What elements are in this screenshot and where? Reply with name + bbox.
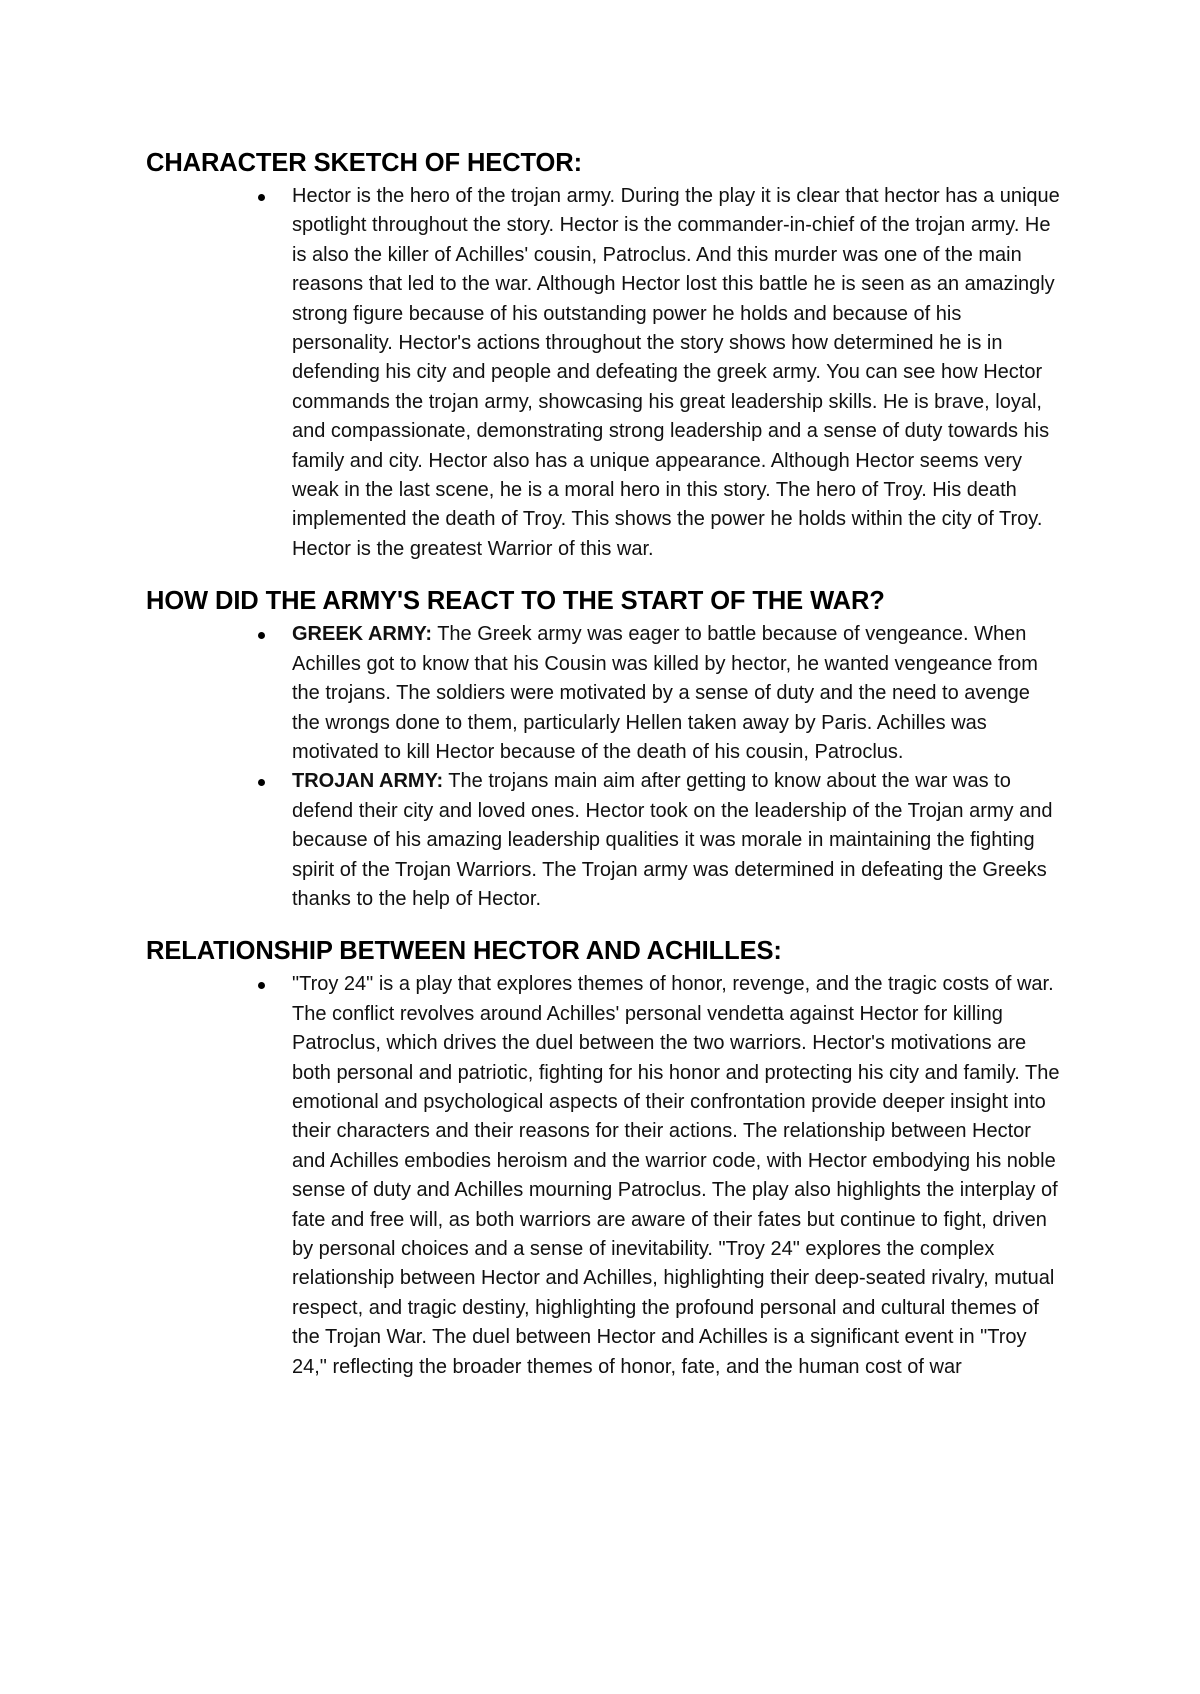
section-heading: CHARACTER SKETCH OF HECTOR: — [146, 149, 582, 177]
bullet-item — [292, 970, 1066, 1382]
bullet-text: The trojans main aim after getting to know about the war was to defend their city and loved ones. Hector took on the leadership of the Trojan army and because of his amazing leadership qualities it was morale in maintaining the fighting spirit of the Trojan Warriors. The Trojan army was determined in defeating the Greeks thanks to the help of Hector. — [292, 770, 1053, 910]
bullet-text: The Greek army was eager to battle because of vengeance. When Achilles got to know that his Cousin was killed by hector, he wanted vengeance from the trojans. The soldiers were motivated by a sense of duty and the need to avenge the wrongs done to them, particularly Hellen taken away by Paris. Achilles was motivated to kill Hector because of the death of his cousin, Patroclus. — [292, 623, 1038, 763]
bullet-list — [146, 182, 1066, 564]
bullet-item — [292, 767, 1066, 914]
section-heading: RELATIONSHIP BETWEEN HECTOR AND ACHILLES: — [146, 937, 782, 966]
bullet-item — [292, 182, 1066, 564]
bullet-icon — [258, 982, 265, 989]
bullet-text: Hector is the hero of the trojan army. During the play it is clear that hector has a unique spotlight throughout the story. Hector is the commander-in-chief of the trojan army. He is also the killer of Achilles' cousin, Patroclus. And this murder was one of the main reasons that led to the war. Although Hector lost this battle he is seen as an amazingly strong figure because of his outstanding power he holds and because of his personality. Hector's actions throughout the story shows how determined he is in defending his city and people and defeating the greek army. You can see how Hector commands the trojan army, showcasing his great leadership skills. He is brave, loyal, and compassionate, demonstrating strong leadership and a sense of duty towards his family and city. Hector also has a unique appearance. Although Hector seems very weak in the last scene, he is a moral hero in this story. The hero of Troy. His death implemented the death of Troy. This shows the power he holds within the city of Troy. Hector is the greatest Warrior of this war. — [292, 185, 1060, 560]
bullet-text: "Troy 24" is a play that explores themes of honor, revenge, and the tragic costs of war. The conflict revolves around Achilles' personal vendetta against Hector for killing Patroclus, which drives the duel between the two warriors. Hector's motivations are both personal and patriotic, fighting for his honor and protecting his city and family. The emotional and psychological aspects of their confrontation provide deeper insight into their characters and their reasons for their actions. The relationship between Hector and Achilles embodies heroism and the warrior code, with Hector embodying his noble sense of duty and Achilles mourning Patroclus. The play also highlights the interplay of fate and free will, as both warriors are aware of their fates but continue to fight, driven by personal choices and a sense of inevitability. "Troy 24" explores the complex relationship between Hector and Achilles, highlighting their deep-seated rivalry, mutual respect, and tragic destiny, highlighting the profound personal and cultural themes of the Trojan War. The duel between Hector and Achilles is a significant event in "Troy 24," reflecting the broader themes of honor, fate, and the human cost of war — [292, 973, 1060, 1378]
section-character-sketch — [146, 146, 1066, 564]
bullet-item — [292, 620, 1066, 767]
bullet-label: TROJAN ARMY: — [292, 770, 444, 793]
section-army-reaction — [146, 584, 1066, 914]
bullet-list — [146, 970, 1066, 1382]
bullet-icon — [258, 194, 265, 201]
bullet-icon — [258, 779, 265, 786]
section-relationship — [146, 934, 1066, 1382]
bullet-list — [146, 620, 1066, 914]
bullet-label: GREEK ARMY: — [292, 623, 432, 646]
document-body — [146, 146, 1066, 1382]
bullet-icon — [258, 632, 265, 639]
section-heading: HOW DID THE ARMY'S REACT TO THE START OF THE WAR? — [146, 587, 885, 616]
